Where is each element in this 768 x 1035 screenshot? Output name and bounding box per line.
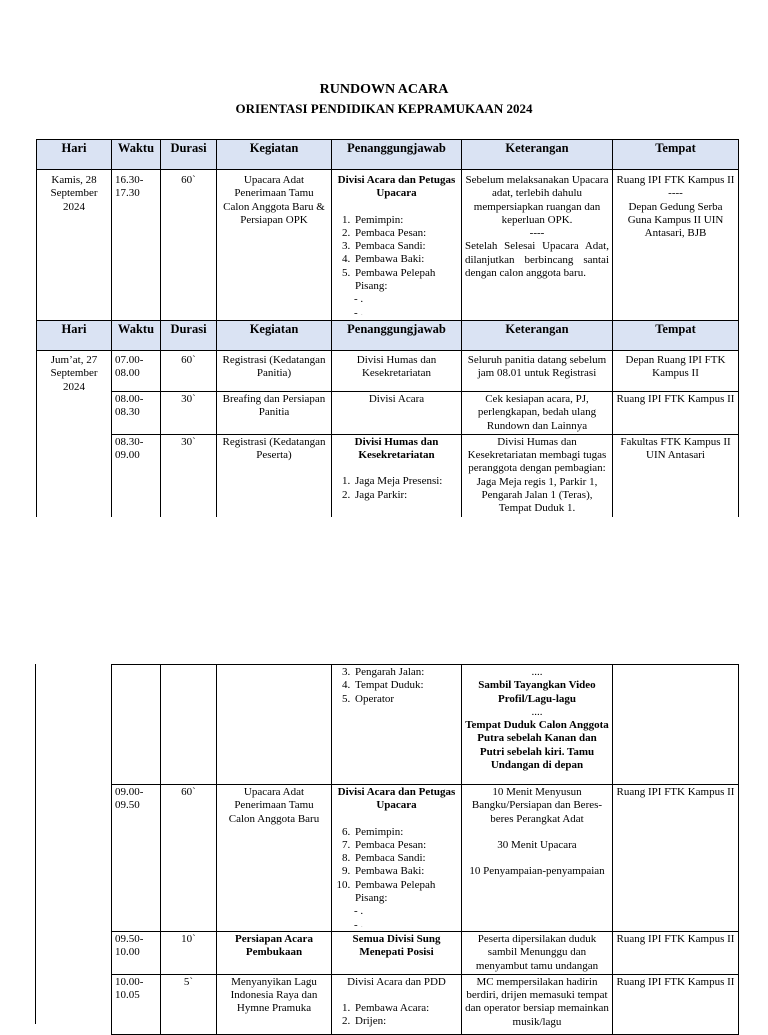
list-item: 4. Tempat Duduk: (353, 679, 458, 692)
pj-cell: Divisi Humas dan Kesekretariatan (332, 351, 462, 392)
list-item: 3. Pembaca Sandi: (353, 240, 458, 253)
list-item: 2. Jaga Parkir: (353, 489, 458, 502)
pj-cell (332, 434, 462, 516)
pj-cell (332, 665, 462, 785)
keterangan-cell: Cek kesiapan acara, PJ, perlengkapan, bedah ulang Rundown dan Lainnya (462, 392, 613, 435)
durasi-cell: 60` (161, 170, 217, 321)
pj-cell: Semua Divisi Sung Menepati Posisi (332, 932, 462, 975)
tempat-cell (613, 665, 739, 785)
header-penanggungjawab: Penanggungjawab (332, 140, 462, 170)
pj-cell: Divisi Acara (332, 392, 462, 435)
pj-cell (332, 974, 462, 1034)
waktu-cell: 10.00-10.05 (112, 974, 161, 1034)
header-tempat: Tempat (613, 321, 739, 351)
keterangan-text: Setelah Selesai Upacara Adat, dilanjutkan berbincang santai dengan calon anggota baru. (465, 240, 609, 280)
keterangan-text: 30 Menit Upacara (497, 838, 577, 851)
keterangan-cell (462, 665, 613, 785)
keterangan-text: Sambil Tayangkan Video Profil/Lagu-lagu (478, 679, 596, 705)
tempat-text: Ruang IPI FTK Kampus II (616, 174, 735, 186)
keterangan-text: Tempat Duduk Calon Anggota Putra sebelah Kanan dan Putri sebelah kiri. Tamu Undangan di depan (465, 719, 609, 772)
list-item: 5. Pembawa Pelepah Pisang: (353, 267, 458, 294)
pj-list (335, 214, 458, 294)
kegiatan-cell: Upacara Adat Penerimaan Tamu Calon Anggota Baru & Persiapan OPK (217, 170, 332, 321)
waktu-cell: 08.00-08.30 (112, 392, 161, 435)
kegiatan-cell: Breafing dan Persiapan Panitia (217, 392, 332, 435)
keterangan-cell: Seluruh panitia datang sebelum jam 08.01 untuk Registrasi (462, 351, 613, 392)
waktu-cell: 07.00-08.00 (112, 351, 161, 392)
header-row (37, 140, 739, 170)
list-item: 6. Pemimpin: (353, 826, 458, 839)
list-item: 10. Pembawa Pelepah Pisang: (353, 879, 458, 906)
header-kegiatan: Kegiatan (217, 140, 332, 170)
pj-dash: - . (354, 293, 364, 306)
durasi-cell: 60` (161, 785, 217, 932)
list-item: 9. Pembawa Baki: (353, 865, 458, 878)
pj-dash: - . (354, 306, 364, 315)
list-item: 4. Pembawa Baki: (353, 253, 458, 266)
pj-title: Divisi Humas dan Kesekretariatan (354, 435, 439, 462)
separator: ---- (529, 227, 545, 240)
waktu-cell (112, 665, 161, 785)
header-hari: Hari (37, 140, 112, 170)
kegiatan-cell: Upacara Adat Penerimaan Tamu Calon Anggota Baru (217, 785, 332, 932)
keterangan-cell (462, 170, 613, 321)
pj-list (335, 666, 458, 706)
hari-cell: Kamis, 28 September 2024 (37, 170, 112, 321)
tempat-cell: Fakultas FTK Kampus II UIN Antasari (613, 434, 739, 516)
list-item: 1. Jaga Meja Presensi: (353, 475, 458, 488)
waktu-cell: 09.50-10.00 (112, 932, 161, 975)
pj-cell (332, 785, 462, 932)
header-waktu: Waktu (112, 140, 161, 170)
tempat-cell (613, 170, 739, 321)
tempat-cell: Ruang IPI FTK Kampus II (613, 785, 739, 932)
durasi-cell: 10` (161, 932, 217, 975)
header-durasi: Durasi (161, 321, 217, 351)
kegiatan-cell: Persiapan Acara Pembukaan (217, 932, 332, 975)
pj-list (335, 1002, 458, 1029)
pj-list (335, 475, 458, 502)
header-penanggungjawab: Penanggungjawab (332, 321, 462, 351)
keterangan-cell (462, 785, 613, 932)
kegiatan-cell: Registrasi (Kedatangan Panitia) (217, 351, 332, 392)
header-tempat: Tempat (613, 140, 739, 170)
separator: ---- (668, 187, 683, 200)
kegiatan-cell: Menyanyikan Lagu Indonesia Raya dan Hymne Pramuka (217, 974, 332, 1034)
keterangan-cell: MC mempersilakan hadirin berdiri, drijen memasuki tempat dan operator bersiap memainkan musik/lagu (462, 974, 613, 1034)
table-row (37, 351, 739, 392)
waktu-cell: 09.00-09.50 (112, 785, 161, 932)
list-item: 5. Operator (353, 693, 458, 706)
header-keterangan: Keterangan (462, 321, 613, 351)
pj-title: Divisi Acara dan PDD (347, 975, 446, 988)
waktu-cell: 16.30-17.30 (112, 170, 161, 321)
tempat-cell: Ruang IPI FTK Kampus II (613, 932, 739, 975)
durasi-cell (161, 665, 217, 785)
header-waktu: Waktu (112, 321, 161, 351)
pj-dash: - . (354, 905, 364, 918)
dots: .... (531, 705, 543, 718)
keterangan-cell: Peserta dipersilakan duduk sambil Menunggu dan menyambut tamu undangan (462, 932, 613, 975)
header-durasi: Durasi (161, 140, 217, 170)
table-row (112, 974, 739, 1034)
tempat-cell: Ruang IPI FTK Kampus II (613, 392, 739, 435)
hari-column-border (35, 664, 36, 1024)
pj-list (335, 826, 458, 906)
waktu-cell: 08.30-09.00 (112, 434, 161, 516)
header-keterangan: Keterangan (462, 140, 613, 170)
keterangan-text: 10 Penyampaian-penyampaian (469, 865, 605, 878)
keterangan-text: 10 Menit Menyusun Bangku/Persiapan dan Beres-beres Perangkat Adat (471, 786, 603, 825)
pj-title: Divisi Acara dan Petugas Upacara (337, 786, 456, 812)
document-title: RUNDOWN ACARA (319, 82, 449, 97)
tempat-cell: Depan Ruang IPI FTK Kampus II (613, 351, 739, 392)
dots: .... (531, 666, 543, 678)
durasi-cell: 5` (161, 974, 217, 1034)
header-row (37, 321, 739, 351)
pj-cell (332, 170, 462, 321)
table-row (112, 665, 739, 785)
list-item: 2. Drijen: (353, 1015, 458, 1028)
table-row (37, 170, 739, 321)
table-row (112, 785, 739, 932)
list-item: 8. Pembaca Sandi: (353, 852, 458, 865)
document-subtitle: ORIENTASI PENDIDIKAN KEPRAMUKAAN 2024 (235, 101, 533, 116)
kegiatan-cell: Registrasi (Kedatangan Peserta) (217, 434, 332, 516)
pj-title: Divisi Acara dan Petugas Upacara (337, 174, 456, 200)
durasi-cell: 30` (161, 434, 217, 516)
table-row (37, 392, 739, 435)
pj-dash: - . (354, 918, 364, 927)
header-kegiatan: Kegiatan (217, 321, 332, 351)
tempat-cell: Ruang IPI FTK Kampus II (613, 974, 739, 1034)
list-item: 2. Pembaca Pesan: (353, 227, 458, 240)
table-row (37, 434, 739, 516)
keterangan-text: Sebelum melaksanakan Upacara adat, terlebih dahulu mempersiapkan ruangan dan keperluan OPK. (465, 174, 609, 226)
hari-cell: Jum’at, 27 September 2024 (37, 351, 112, 517)
rundown-table-page1 (36, 139, 739, 517)
header-hari: Hari (37, 321, 112, 351)
list-item: 3. Pengarah Jalan: (353, 666, 458, 679)
kegiatan-cell (217, 665, 332, 785)
list-item: 1. Pembawa Acara: (353, 1002, 458, 1015)
list-item: 7. Pembaca Pesan: (353, 839, 458, 852)
table-row (112, 932, 739, 975)
list-item: 1. Pemimpin: (353, 214, 458, 227)
durasi-cell: 60` (161, 351, 217, 392)
keterangan-cell: Divisi Humas dan Kesekretariatan membagi tugas peranggota dengan pembagian: Jaga Meja regis 1, Parkir 1, Pengarah Jalan 1 (Teras), Tempat Duduk 1. (462, 434, 613, 516)
rundown-table-page2 (111, 664, 739, 1035)
durasi-cell: 30` (161, 392, 217, 435)
tempat-text: Depan Gedung Serba Guna Kampus II UIN Antasari, BJB (627, 200, 724, 240)
